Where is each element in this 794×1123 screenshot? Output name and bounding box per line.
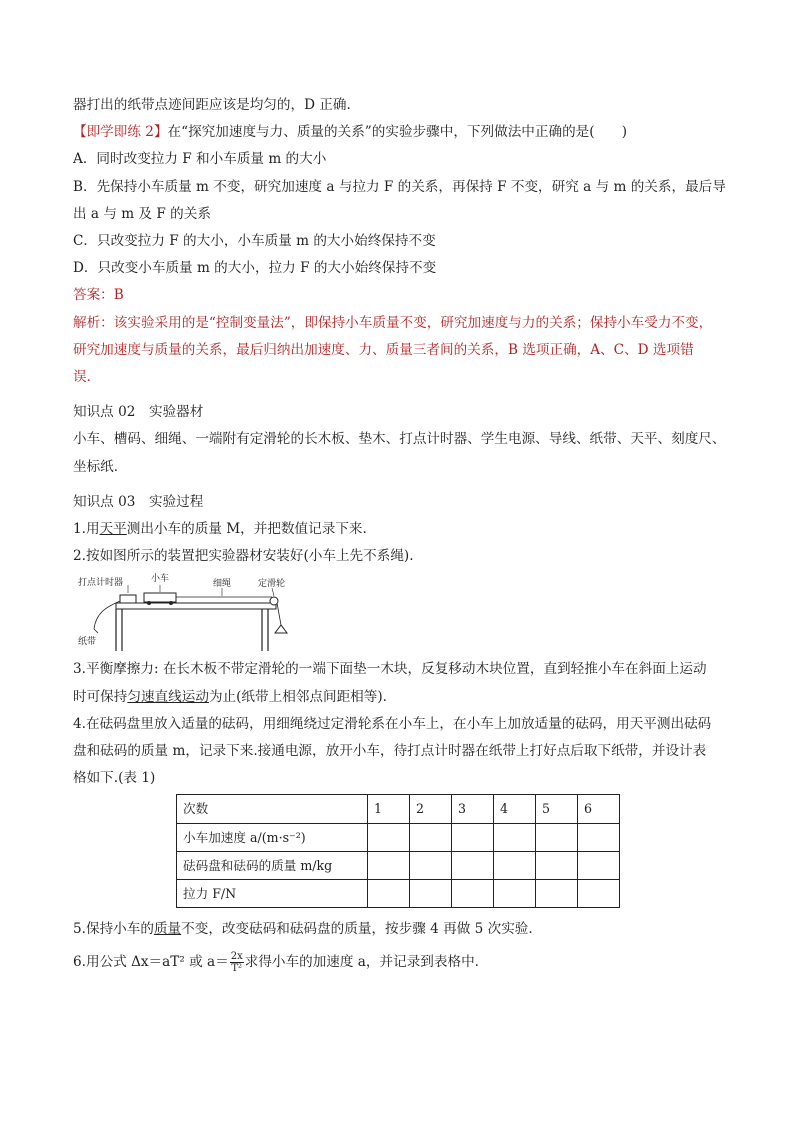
table-cell xyxy=(578,851,620,879)
option-b-line1: B．先保持小车质量 m 不变，研究加速度 a 与拉力 F 的关系，再保持 F 不变，研究 a 与 m 的关系，最后导 xyxy=(73,178,726,195)
table-cell xyxy=(452,851,494,879)
step-4-line2: 盘和砝码的质量 m，记录下来.接通电源，放开小车，待打点计时器在纸带上打好点后取下纸带，并设计表 xyxy=(73,743,707,760)
answer: 答案：B xyxy=(73,287,124,304)
analysis-line2: 研究加速度与质量的关系，最后归纳出加速度、力、质量三者间的关系，B 选项正确，A、C、D 选项错 xyxy=(73,341,694,358)
table-cell xyxy=(494,851,536,879)
formula-fraction xyxy=(230,951,244,974)
step-3-suffix: 为止(纸带上相邻点间距相等). xyxy=(208,688,387,705)
label-timer: 打点计时器 xyxy=(78,578,124,589)
table-header-cell: 4 xyxy=(494,795,536,823)
step-3-line1: 3.平衡摩擦力: 在长木板不带定滑轮的一端下面垫一木块，反复移动木块位置，直到轻推小车在斜面上运动 xyxy=(73,661,707,678)
table-header-cell: 5 xyxy=(536,795,578,823)
table-header-cell: 2 xyxy=(410,795,452,823)
table-row-label: 小车加速度 a/(m·s⁻²) xyxy=(177,823,368,851)
step-1-suffix: 测出小车的质量 M，并把数值记录下来. xyxy=(126,521,367,538)
option-c: C．只改变拉力 F 的大小，小车质量 m 的大小始终保持不变 xyxy=(73,233,436,250)
table-header-row xyxy=(177,795,620,823)
label-cart: 小车 xyxy=(151,574,170,585)
apparatus-figure xyxy=(76,573,316,653)
step-6-prefix: 6.用公式 Δx＝aT² 或 a＝ xyxy=(73,954,229,971)
practice-question-text: 在“探究加速度与力、质量的关系”的实验步骤中，下列做法中正确的是( ) xyxy=(167,124,628,141)
table-cell xyxy=(452,823,494,851)
step-6-suffix: 求得小车的加速度 a，并记录到表格中. xyxy=(244,954,479,971)
fraction-numerator: 2x xyxy=(230,951,243,963)
practice-question xyxy=(73,119,733,146)
step-1-underlined: 天平 xyxy=(99,521,127,538)
section-body-02-line1: 小车、槽码、细绳、一端附有定滑轮的长木板、垫木、打点计时器、学生电源、导线、纸带、天平、刻度尺、 xyxy=(73,431,726,448)
step-3-prefix: 时可保持 xyxy=(73,688,128,705)
practice-tag: 【即学即练 2】 xyxy=(73,124,168,141)
step-4-line3: 格如下.(表 1) xyxy=(73,770,156,787)
step-5-underlined: 质量 xyxy=(153,921,182,938)
step-5 xyxy=(73,916,733,943)
table-cell xyxy=(494,880,536,908)
table-header-cell: 6 xyxy=(578,795,620,823)
step-2: 2.按如图所示的装置把实验器材安装好(小车上先不系绳). xyxy=(73,548,414,565)
analysis-line3: 误． xyxy=(73,369,101,386)
option-a: A．同时改变拉力 F 和小车质量 m 的大小 xyxy=(73,151,327,168)
table-cell xyxy=(368,880,410,908)
section-title-02: 知识点 02 实验器材 xyxy=(73,404,204,421)
table-header-cell: 1 xyxy=(368,795,410,823)
step-5-prefix: 5.保持小车的 xyxy=(73,921,154,938)
table-cell xyxy=(410,851,452,879)
text-line: 器打出的纸带点迹间距应该是均匀的，D 正确. xyxy=(73,97,351,113)
table-cell xyxy=(410,880,452,908)
table-cell xyxy=(578,823,620,851)
document-page xyxy=(73,92,733,977)
table-row xyxy=(177,880,620,908)
option-d: D．只改变小车质量 m 的大小，拉力 F 的大小始终保持不变 xyxy=(73,260,437,277)
step-5-suffix: 不变，改变砝码和砝码盘的质量，按步骤 4 再做 5 次实验. xyxy=(181,921,533,938)
section-body-02-line2: 坐标纸． xyxy=(73,458,128,475)
label-pulley: 定滑轮 xyxy=(258,579,286,590)
step-3-line2 xyxy=(73,684,733,711)
label-tape: 纸带 xyxy=(78,637,97,648)
label-string: 细绳 xyxy=(213,579,232,590)
table-cell xyxy=(536,823,578,851)
table-cell xyxy=(578,880,620,908)
section-title-03: 知识点 03 实验过程 xyxy=(73,493,204,510)
step-1 xyxy=(73,516,733,543)
table-row xyxy=(177,851,620,879)
table-header-cell: 3 xyxy=(452,795,494,823)
table-row-label: 砝码盘和砝码的质量 m/kg xyxy=(177,851,368,879)
table-header-cell: 次数 xyxy=(177,795,368,823)
step-3-underlined: 匀速直线运动 xyxy=(127,688,209,705)
table-cell xyxy=(536,880,578,908)
table-cell xyxy=(536,851,578,879)
step-6 xyxy=(73,949,733,976)
step-1-prefix: 1.用 xyxy=(73,521,100,538)
table-row-label: 拉力 F/N xyxy=(177,880,368,908)
table-cell xyxy=(368,851,410,879)
table-cell xyxy=(494,823,536,851)
table-cell xyxy=(410,823,452,851)
experiment-table xyxy=(176,794,620,908)
fraction-denominator: T² xyxy=(231,963,243,975)
step-4-line1: 4.在砝码盘里放入适量的砝码，用细绳绕过定滑轮系在小车上，在小车上加放适量的砝码，用天平测出砝码 xyxy=(73,715,712,732)
analysis-line1: 解析：该实验采用的是“控制变量法”，即保持小车质量不变，研究加速度与力的关系；保持小车受力不变， xyxy=(73,314,713,331)
table-row xyxy=(177,823,620,851)
table-cell xyxy=(368,823,410,851)
table-cell xyxy=(452,880,494,908)
option-b-line2: 出 a 与 m 及 F 的关系 xyxy=(73,205,211,222)
